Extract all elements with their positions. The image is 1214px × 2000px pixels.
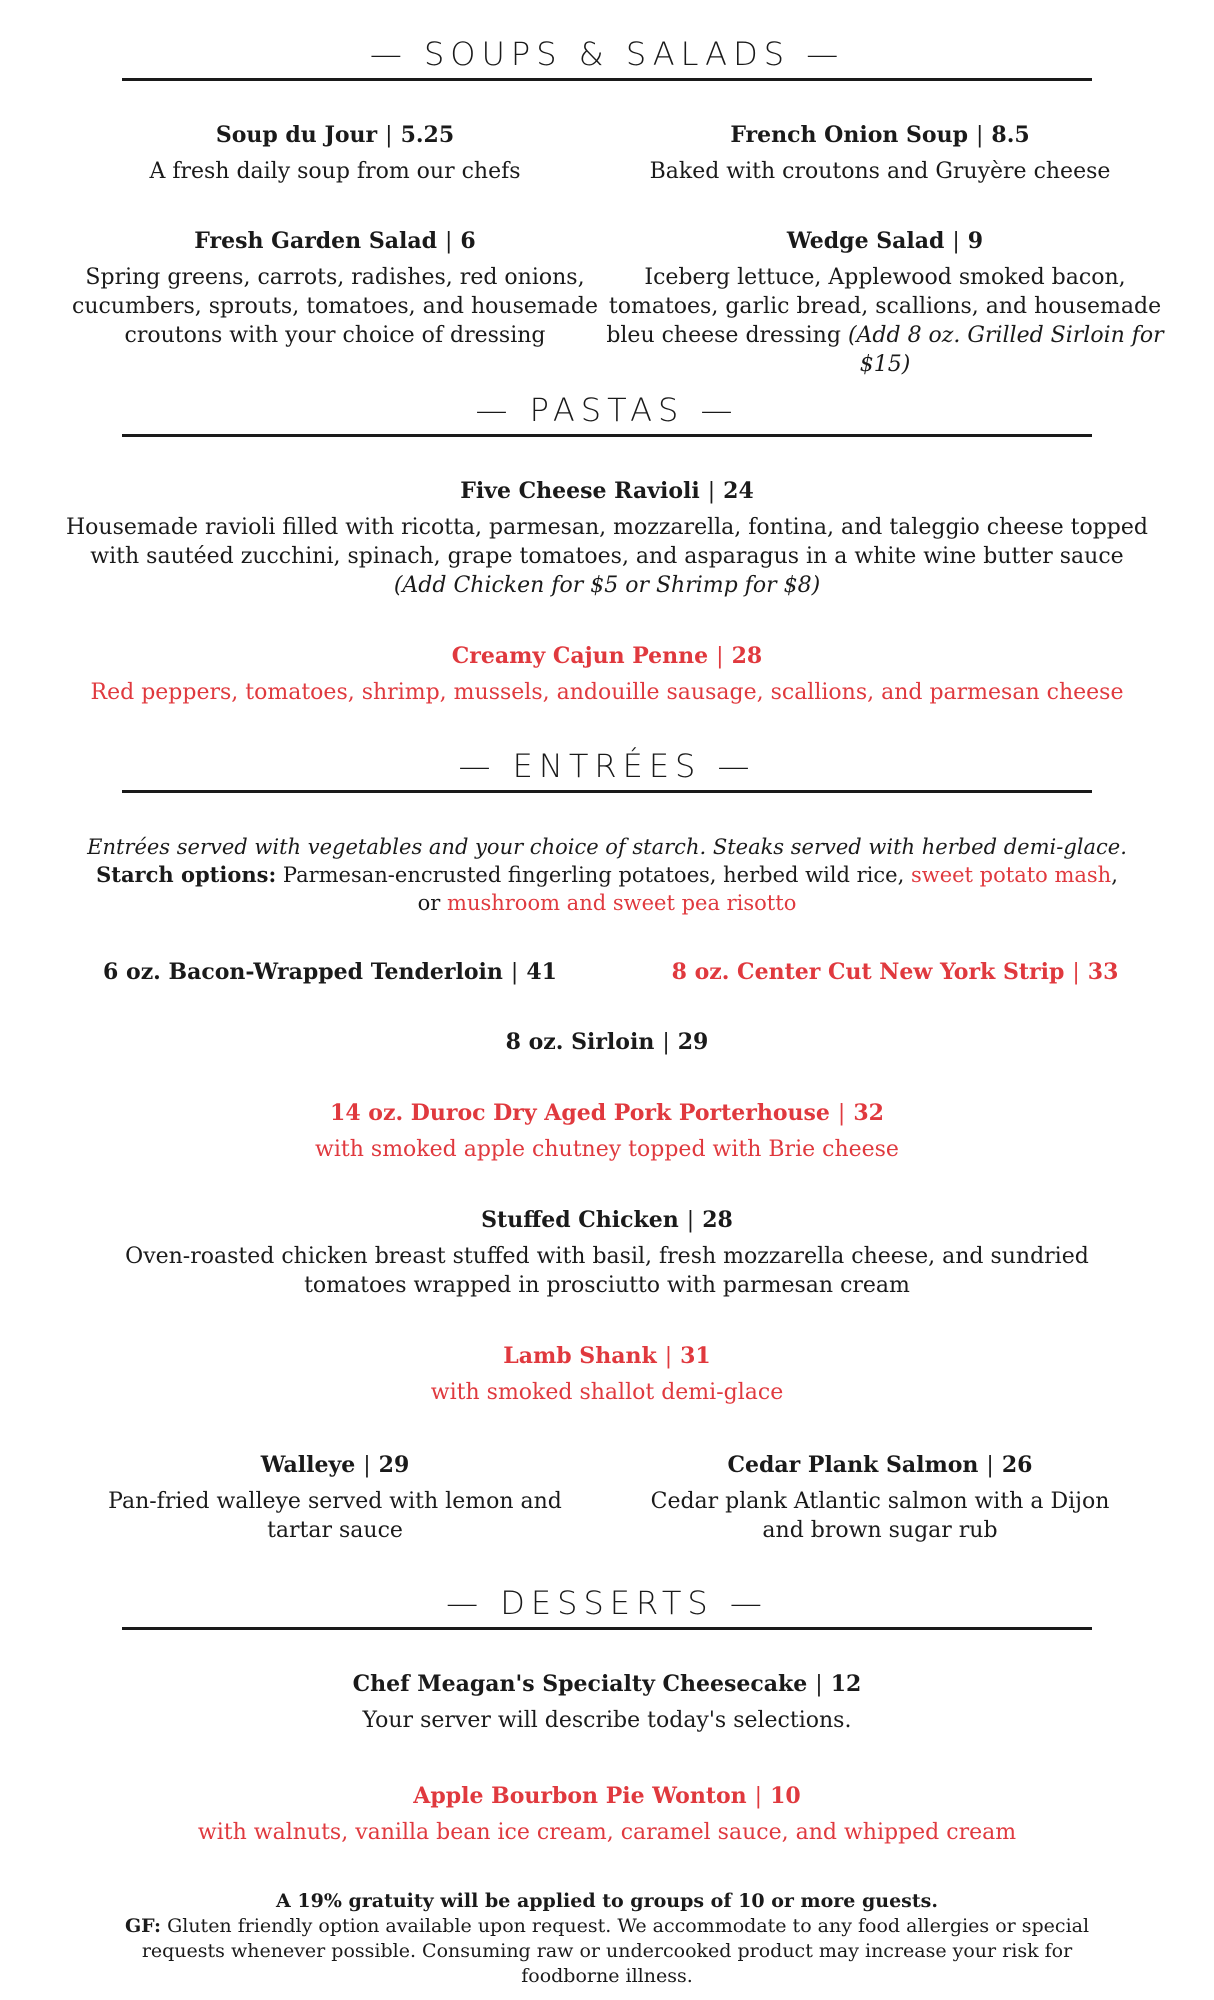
item-price: 12 bbox=[830, 1671, 862, 1697]
item-lamb-shank bbox=[50, 1341, 1164, 1407]
item-name: Lamb Shank bbox=[503, 1343, 657, 1369]
separator: | bbox=[707, 479, 716, 504]
item-description: Spring greens, carrots, radishes, red onions, cucumbers, sprouts, tomatoes, and housemade croutons with your choice of dressing bbox=[72, 265, 598, 348]
gratuity-note: A 19% gratuity will be applied to groups of 10 or more guests. bbox=[276, 1890, 938, 1912]
starch-sweet-potato: sweet potato mash bbox=[910, 863, 1112, 887]
item-new-york-strip bbox=[630, 957, 1160, 988]
item-pork-porterhouse bbox=[50, 1098, 1164, 1164]
item-name: Wedge Salad bbox=[786, 228, 945, 254]
entrees-intro bbox=[50, 833, 1164, 917]
item-price: 41 bbox=[526, 959, 557, 985]
section-soups-salads: — SOUPS & SALADS — bbox=[122, 34, 1092, 81]
item-name: French Onion Soup bbox=[730, 122, 968, 148]
item-name: 14 oz. Duroc Dry Aged Pork Porterhouse bbox=[330, 1100, 830, 1126]
item-description: Oven-roasted chicken breast stuffed with basil, fresh mozzarella cheese, and sundried tomatoes wrapped in prosciutto with parmesan cream bbox=[125, 1244, 1089, 1298]
gf-text: Gluten friendly option available upon request. We accommodate to any food allergies or special requests whenever possible. Consuming raw or undercooked product may increase your risk for foodborne illness. bbox=[141, 1915, 1090, 1987]
item-price: 9 bbox=[967, 228, 984, 254]
item-apple-bourbon-pie-wonton bbox=[50, 1781, 1164, 1847]
item-name: Creamy Cajun Penne bbox=[451, 643, 709, 669]
item-price: 29 bbox=[378, 1452, 410, 1478]
item-description-text: Iceberg lettuce, Applewood smoked bacon, tomatoes, garlic bread, scallions, and housemade bleu cheese dressing bbox=[606, 265, 1162, 348]
item-description: Pan-fried walleye served with lemon and tartar sauce bbox=[108, 1489, 562, 1543]
separator: | bbox=[363, 1453, 371, 1478]
item-price: 24 bbox=[723, 478, 754, 504]
item-bacon-wrapped-tenderloin bbox=[80, 957, 580, 988]
separator: | bbox=[952, 229, 960, 254]
item-name: Stuffed Chicken bbox=[481, 1207, 679, 1233]
starch-options-2 bbox=[50, 889, 1164, 917]
item-name: Apple Bourbon Pie Wonton bbox=[413, 1783, 747, 1809]
item-name: 6 oz. Bacon-Wrapped Tenderloin bbox=[103, 959, 503, 985]
item-description: Cedar plank Atlantic salmon with a Dijon and brown sugar rub bbox=[650, 1489, 1110, 1543]
item-description: with smoked shallot demi-glace bbox=[430, 1380, 784, 1405]
item-price: 29 bbox=[677, 1029, 709, 1055]
item-addon: (Add Chicken for $5 or Shrimp for $8) bbox=[393, 573, 821, 598]
separator: | bbox=[686, 1208, 695, 1233]
separator: | bbox=[716, 644, 724, 669]
item-name: Walleye bbox=[260, 1452, 356, 1478]
section-desserts: — DESSERTS — bbox=[122, 1583, 1092, 1630]
item-fresh-garden-salad bbox=[70, 226, 600, 350]
gf-label: GF: bbox=[124, 1915, 162, 1937]
item-walleye bbox=[95, 1450, 575, 1545]
item-name: Five Cheese Ravioli bbox=[460, 478, 700, 504]
separator: | bbox=[815, 1672, 823, 1697]
starch-label: Starch options: bbox=[96, 862, 277, 887]
item-name: Cedar Plank Salmon bbox=[727, 1452, 979, 1478]
separator: | bbox=[754, 1784, 763, 1809]
item-description: with smoked apple chutney topped with Brie cheese bbox=[315, 1137, 899, 1162]
separator: | bbox=[444, 229, 453, 254]
starch-text: Parmesan-encrusted fingerling potatoes, herbed wild rice, bbox=[282, 863, 905, 887]
separator: | bbox=[837, 1101, 846, 1126]
item-price: 6 bbox=[460, 228, 476, 254]
item-price: 28 bbox=[731, 643, 763, 669]
separator: | bbox=[510, 960, 519, 985]
separator: | bbox=[975, 123, 984, 148]
item-description: Housemade ravioli filled with ricotta, parmesan, mozzarella, fontina, and taleggio cheese topped with sautéed zucchini, spinach, grape tomatoes, and asparagus in a white wine butter sauce bbox=[66, 515, 1148, 569]
item-price: 32 bbox=[853, 1100, 884, 1126]
separator: | bbox=[662, 1030, 670, 1055]
separator: | bbox=[385, 123, 393, 148]
starch-or: or bbox=[417, 891, 441, 915]
item-price: 26 bbox=[1001, 1452, 1033, 1478]
section-entrees: — ENTRÉES — bbox=[122, 746, 1092, 793]
item-sirloin bbox=[50, 1027, 1164, 1058]
separator: | bbox=[1072, 960, 1080, 985]
starch-comma: , bbox=[1111, 863, 1118, 887]
item-french-onion-soup bbox=[610, 120, 1150, 186]
footer-notes bbox=[50, 1889, 1164, 1989]
item-specialty-cheesecake bbox=[50, 1669, 1164, 1735]
item-name: Chef Meagan's Specialty Cheesecake bbox=[352, 1671, 808, 1697]
item-description: Red peppers, tomatoes, shrimp, mussels, andouille sausage, scallions, and parmesan cheese bbox=[90, 680, 1124, 705]
item-name: 8 oz. Sirloin bbox=[505, 1029, 655, 1055]
item-description bbox=[600, 263, 1170, 379]
item-description: with walnuts, vanilla bean ice cream, caramel sauce, and whipped cream bbox=[197, 1820, 1017, 1845]
item-name: Soup du Jour bbox=[215, 122, 378, 148]
section-pastas: — PASTAS — bbox=[122, 390, 1092, 437]
separator: | bbox=[986, 1453, 994, 1478]
starch-risotto: mushroom and sweet pea risotto bbox=[447, 891, 797, 915]
item-description: Baked with croutons and Gruyère cheese bbox=[649, 159, 1111, 184]
item-wedge-salad bbox=[600, 226, 1170, 379]
item-price: 8.5 bbox=[991, 122, 1030, 148]
item-soup-du-jour bbox=[60, 120, 610, 186]
separator: | bbox=[664, 1344, 673, 1369]
item-creamy-cajun-penne bbox=[50, 641, 1164, 707]
item-name: 8 oz. Center Cut New York Strip bbox=[671, 959, 1065, 985]
starch-options bbox=[50, 861, 1164, 889]
item-price: 28 bbox=[702, 1207, 733, 1233]
item-price: 10 bbox=[770, 1783, 801, 1809]
entrees-intro-text: Entrées served with vegetables and your choice of starch. Steaks served with herbed demi-glace. bbox=[87, 835, 1127, 859]
item-price: 5.25 bbox=[400, 122, 455, 148]
item-description: A fresh daily soup from our chefs bbox=[149, 159, 521, 184]
item-description: Your server will describe today's selections. bbox=[362, 1708, 852, 1733]
gf-note bbox=[50, 1914, 1164, 1989]
item-stuffed-chicken bbox=[90, 1205, 1124, 1300]
item-price: 31 bbox=[680, 1343, 711, 1369]
item-five-cheese-ravioli bbox=[50, 476, 1164, 600]
item-name: Fresh Garden Salad bbox=[194, 228, 437, 254]
item-price: 33 bbox=[1087, 959, 1119, 985]
item-cedar-plank-salmon bbox=[630, 1450, 1130, 1545]
item-addon: (Add 8 oz. Grilled Sirloin for $15) bbox=[847, 323, 1164, 377]
